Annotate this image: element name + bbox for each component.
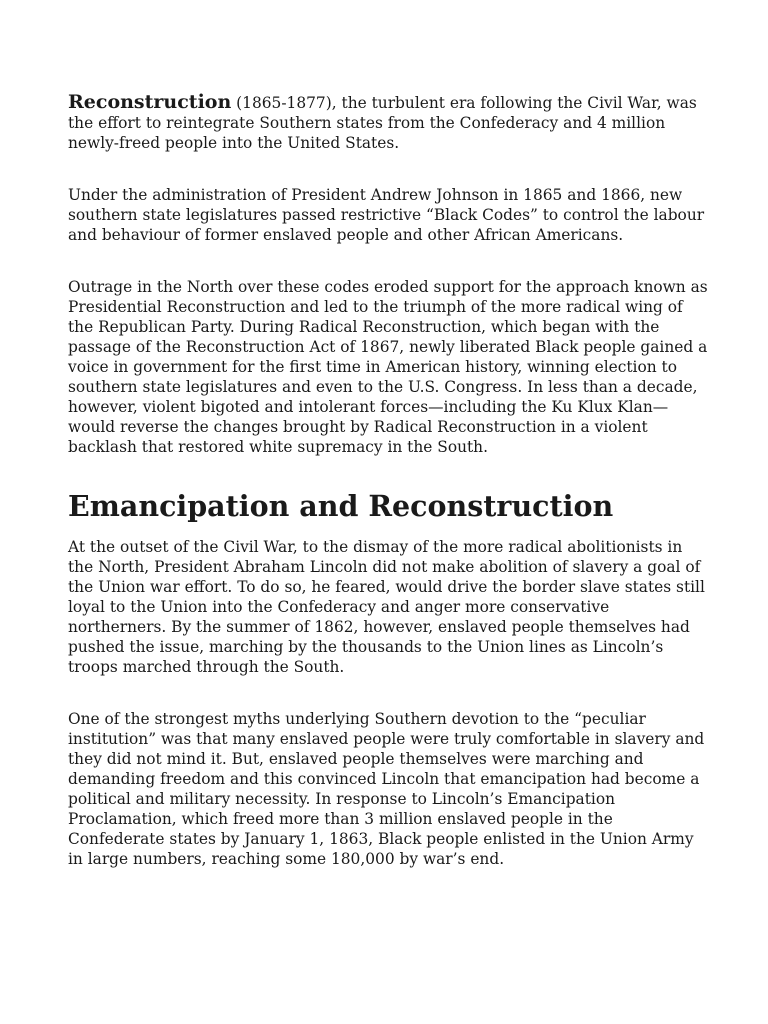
document-page (68, 92, 708, 869)
intro-term: Reconstruction (68, 91, 232, 113)
paragraph-civil-war-outset: At the outset of the Civil War, to the dismay of the more radical abolitionists in the North, President Abraham Lincoln did not make abolition of slavery a goal of the Union war effort. To do so, he feared, would drive the border slave states still loyal to the Union into the Confederacy and anger more conservative northerners. By the summer of 1862, however, enslaved people themselves had pushed the issue, marching by the thousands to the Union lines as Lincoln’s troops marched through the South. (68, 538, 705, 676)
intro-paragraph (68, 92, 708, 153)
paragraph-radical-reconstruction: Outrage in the North over these codes eroded support for the approach known as Presidential Reconstruction and led to the triumph of the more radical wing of the Republican Party. During Radical Reconstruction, which began with the passage of the Reconstruction Act of 1867, newly liberated Black people gained a voice in government for the first time in American history, winning election to southern state legislatures and even to the U.S. Congress. In less than a decade, however, violent bigoted and intolerant forces—including the Ku Klux Klan—would reverse the changes brought by Radical Reconstruction in a violent backlash that restored white supremacy in the South. (68, 278, 708, 456)
intro-text: (1865-1877), the turbulent era following the Civil War, was the effort to reintegrate Southern states from the Confederacy and 4 million newly-freed people into the United States. (68, 94, 697, 152)
section-heading: Emancipation and Reconstruction (68, 489, 614, 523)
paragraph-black-codes: Under the administration of President Andrew Johnson in 1865 and 1866, new southern state legislatures passed restrictive “Black Codes” to control the labour and behaviour of former enslaved people and other African Americans. (68, 186, 705, 244)
paragraph-emancipation: One of the strongest myths underlying Southern devotion to the “peculiar institution” was that many enslaved people were truly comfortable in slavery and they did not mind it. But, enslaved people themselves were marching and demanding freedom and this convinced Lincoln that emancipation had become a political and military necessity. In response to Lincoln’s Emancipation Proclamation, which freed more than 3 million enslaved people in the Confederate states by January 1, 1863, Black people enlisted in the Union Army in large numbers, reaching some 180,000 by war’s end. (68, 710, 705, 868)
